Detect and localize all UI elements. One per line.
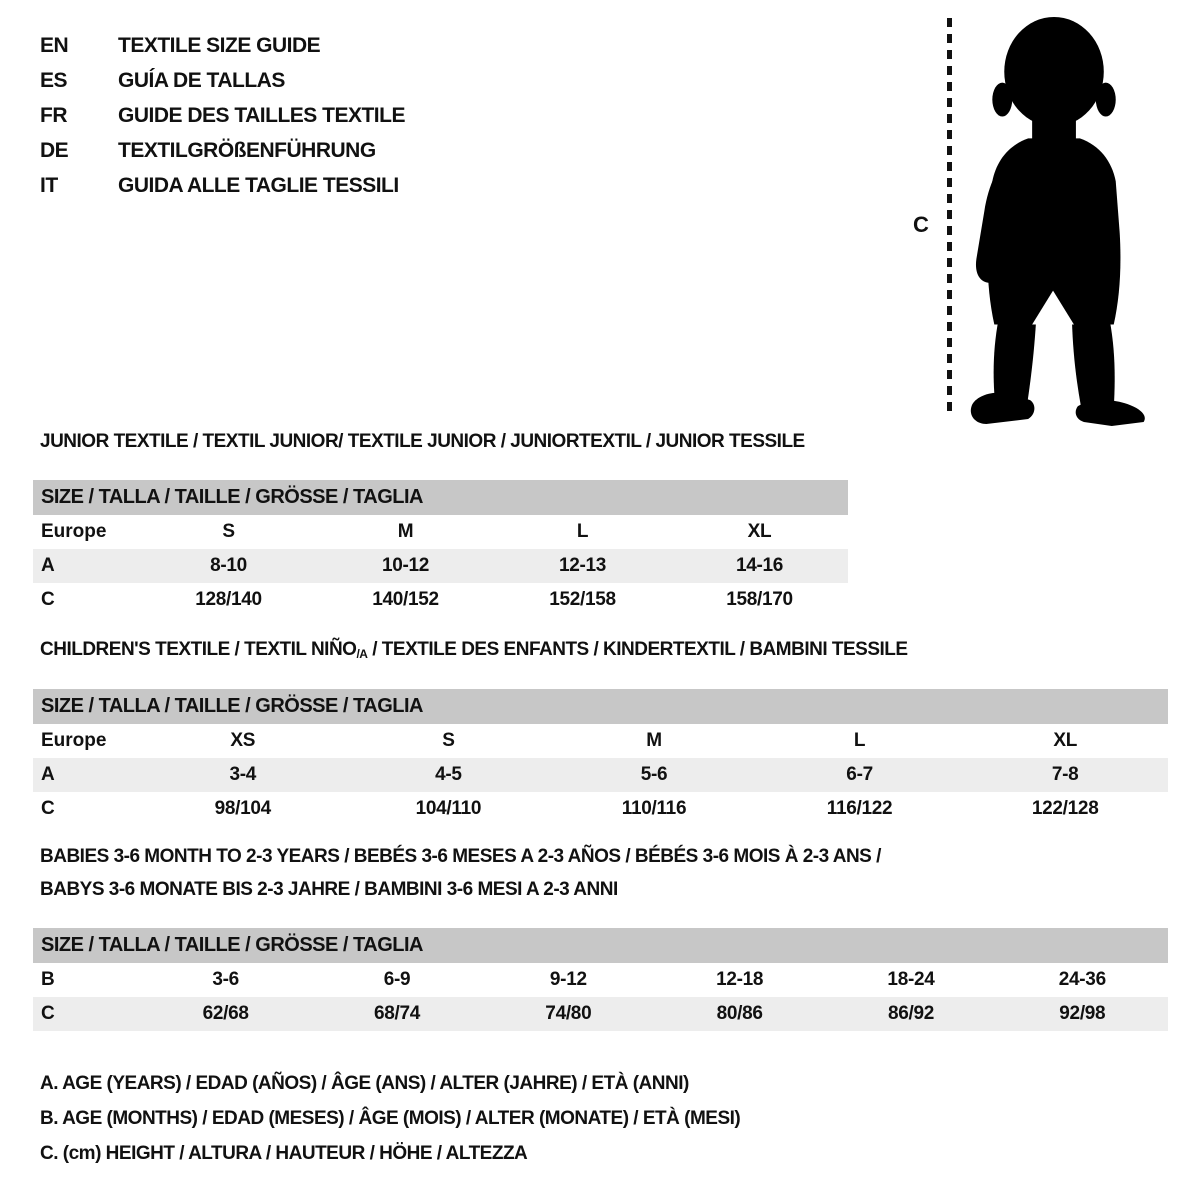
size-header-bar: SIZE / TALLA / TAILLE / GRÖSSE / TAGLIA [33, 480, 848, 515]
table-cell: S [222, 521, 235, 542]
section-children-textile [33, 640, 1168, 826]
language-title: TEXTILGRÖßENFÜHRUNG [118, 138, 376, 162]
row-label: C [41, 798, 55, 819]
table-cell: 10-12 [381, 555, 430, 576]
table-cell: 152/158 [549, 589, 616, 610]
section-title [33, 640, 1168, 661]
legend-line-a: A. AGE (YEARS) / EDAD (AÑOS) / ÂGE (ANS) / ALTER (JAHRE) / ETÀ (ANNI) [40, 1073, 689, 1094]
table-cell: 86/92 [887, 1003, 934, 1024]
table-cell: M [646, 730, 662, 751]
silhouette-foot-right [1076, 400, 1145, 426]
section-title: JUNIOR TEXTILE / TEXTIL JUNIOR/ TEXTILE JUNIOR / JUNIORTEXTIL / JUNIOR TESSILE [40, 431, 805, 452]
table-cell: 4-5 [435, 764, 462, 785]
table-cell: 3-6 [212, 969, 239, 990]
language-title: TEXTILE SIZE GUIDE [118, 33, 321, 57]
row-label: A [41, 764, 55, 785]
row-label: B [41, 969, 55, 990]
language-row [40, 28, 405, 63]
table-cell: 140/152 [372, 589, 439, 610]
section-junior-textile [33, 432, 848, 617]
height-measure-dashed-line [947, 18, 952, 415]
table-cell: 128/140 [195, 589, 262, 610]
language-title: GUÍA DE TALLAS [118, 68, 285, 92]
toddler-silhouette-image [962, 14, 1157, 427]
table-cell: 80/86 [716, 1003, 763, 1024]
table-cell: S [442, 730, 455, 751]
row-label: C [41, 589, 55, 610]
table-cell: 98/104 [214, 798, 271, 819]
language-code: FR [40, 103, 67, 127]
junior-size-table [33, 480, 848, 617]
silhouette-leg-right [1072, 321, 1115, 409]
table-cell: 12-13 [558, 555, 607, 576]
measurement-legend [40, 1066, 740, 1171]
table-cell: 5-6 [640, 764, 668, 785]
table-row [33, 792, 1168, 826]
table-cell: L [853, 730, 866, 751]
table-cell: 68/74 [373, 1003, 421, 1024]
babies-size-table [33, 928, 1168, 1031]
table-cell: L [576, 521, 589, 542]
table-cell: 122/128 [1031, 798, 1099, 819]
row-label: A [41, 555, 55, 576]
table-cell: XL [747, 521, 772, 542]
table-cell: 3-4 [229, 764, 257, 785]
table-cell: 24-36 [1058, 969, 1106, 990]
table-cell: 18-24 [887, 969, 935, 990]
language-row [40, 98, 405, 133]
table-row [33, 724, 1168, 758]
table-row [33, 583, 848, 617]
section-title-line: BABIES 3-6 MONTH TO 2-3 YEARS / BEBÉS 3-6 MESES A 2-3 AÑOS / BÉBÉS 3-6 MOIS À 2-3 ANS / [40, 846, 881, 867]
size-header-bar: SIZE / TALLA / TAILLE / GRÖSSE / TAGLIA [33, 928, 1168, 963]
table-cell: M [397, 521, 414, 542]
table-cell: 104/110 [415, 798, 482, 819]
section-title [33, 840, 1168, 906]
section-babies-textile [33, 840, 1168, 1031]
table-cell: XL [1053, 730, 1078, 751]
size-header-bar: SIZE / TALLA / TAILLE / GRÖSSE / TAGLIA [33, 689, 1168, 724]
silhouette-neck [1032, 109, 1076, 144]
table-cell: 62/68 [202, 1003, 249, 1024]
silhouette-ear-right [1096, 83, 1116, 117]
language-row [40, 133, 405, 168]
row-label: C [41, 1003, 55, 1024]
table-row [33, 515, 848, 549]
table-row [33, 963, 1168, 997]
language-code: DE [40, 138, 69, 162]
table-cell: 9-12 [549, 969, 587, 990]
table-cell: 74/80 [545, 1003, 592, 1024]
legend-line-b: B. AGE (MONTHS) / EDAD (MESES) / ÂGE (MOIS) / ALTER (MONATE) / ETÀ (MESI) [40, 1108, 741, 1129]
language-code: IT [40, 173, 58, 197]
table-row [33, 997, 1168, 1031]
table-row [33, 549, 848, 583]
language-title: GUIDE DES TAILLES TEXTILE [118, 103, 405, 127]
section-title-line: BABYS 3-6 MONATE BIS 2-3 JAHRE / BAMBINI 3-6 MESI A 2-3 ANNI [40, 879, 618, 900]
table-cell: 6-7 [846, 764, 873, 785]
language-list [40, 28, 405, 203]
table-cell: 110/116 [621, 798, 687, 819]
table-cell: 8-10 [210, 555, 247, 576]
row-label: Europe [41, 521, 107, 542]
table-cell: 116/122 [826, 798, 893, 819]
section-title-subscript: /A [356, 647, 368, 661]
table-cell: 12-18 [716, 969, 764, 990]
table-cell: 14-16 [735, 555, 784, 576]
section-title-part: CHILDREN'S TEXTILE / TEXTIL NIÑO [40, 639, 357, 660]
silhouette-ear-left [992, 83, 1012, 117]
language-code: EN [40, 33, 69, 57]
language-row [40, 63, 405, 98]
language-code: ES [40, 68, 68, 92]
table-cell: 6-9 [383, 969, 411, 990]
legend-line-c: C. (cm) HEIGHT / ALTURA / HAUTEUR / HÖHE / ALTEZZA [40, 1143, 528, 1164]
height-measure-label: C [913, 212, 929, 237]
section-title-part: / TEXTILE DES ENFANTS / KINDERTEXTIL / BAMBINI TESSILE [367, 639, 908, 660]
children-size-table [33, 689, 1168, 826]
table-cell: 7-8 [1051, 764, 1079, 785]
table-cell: 92/98 [1059, 1003, 1106, 1024]
table-row [33, 758, 1168, 792]
table-cell: XS [230, 730, 256, 751]
table-cell: 158/170 [726, 589, 793, 610]
language-row [40, 168, 405, 203]
row-label: Europe [41, 730, 107, 751]
language-title: GUIDA ALLE TAGLIE TESSILI [118, 173, 399, 197]
